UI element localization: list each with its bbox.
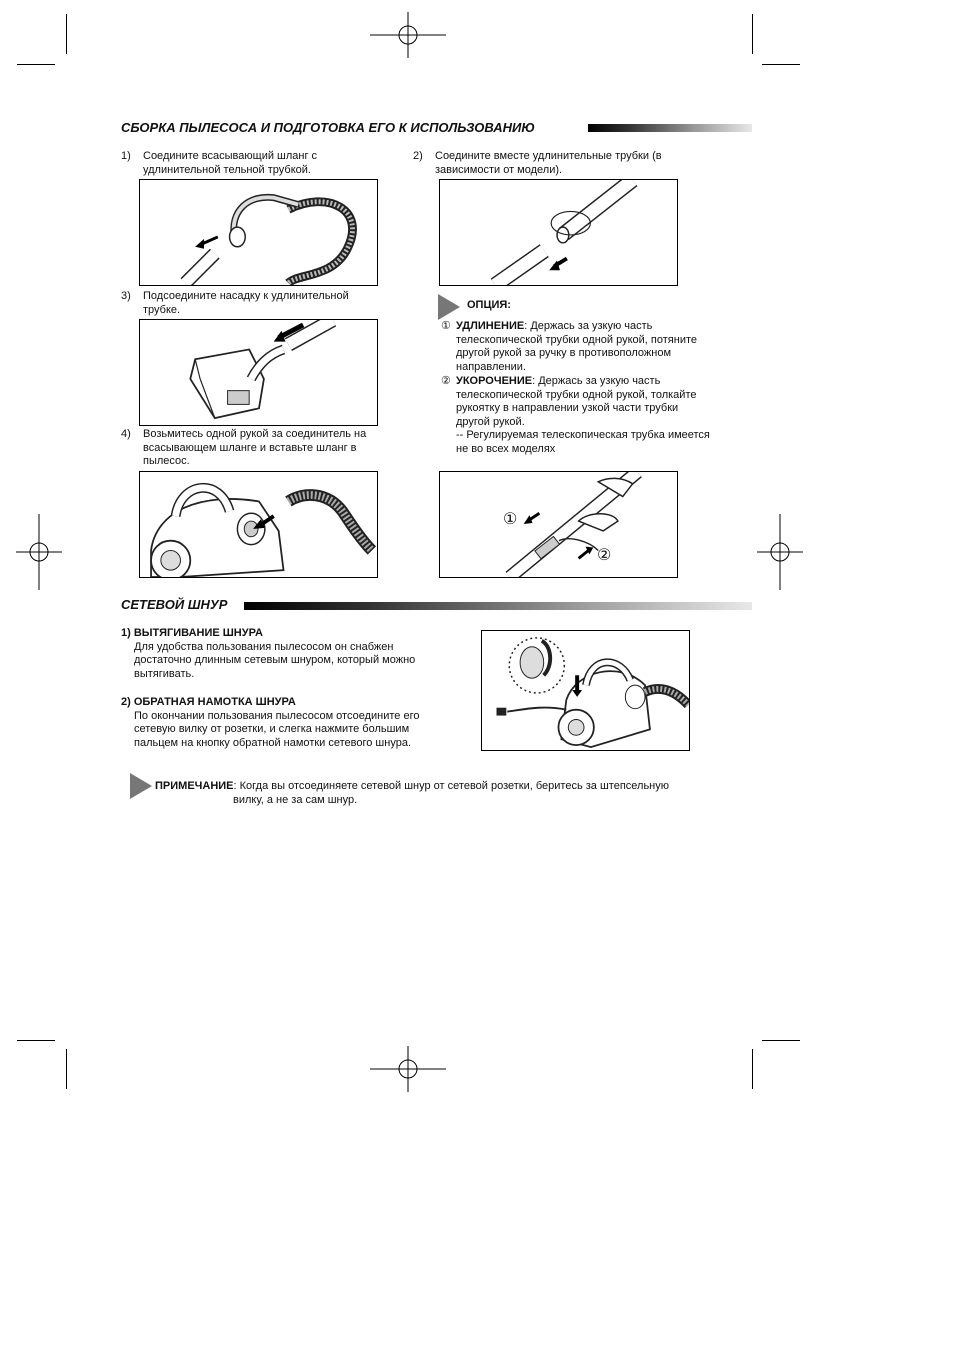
section-bar-assembly [588, 124, 752, 132]
step-number: 1) [121, 150, 131, 162]
note-arrow-icon [130, 773, 152, 799]
note [155, 780, 669, 807]
step-text-line: Возьмитесь одной рукой за соединитель на [143, 428, 367, 440]
cord-text-line: вытягивать. [134, 667, 195, 680]
section-title-assembly: СБОРКА ПЫЛЕСОСА И ПОДГОТОВКА ЕГО К ИСПОЛЬЗОВАНИЮ [121, 120, 535, 135]
registration-mark-bottom [370, 1046, 446, 1092]
step-number: 2) [413, 150, 423, 162]
step-text-line: Соедините всасывающий шланг с [143, 150, 318, 162]
step-text-line: пылесос. [143, 455, 190, 467]
cord-text-line: пальцем на кнопку обратной намотки сетевого шнура. [134, 736, 411, 749]
cord-text-line: сетевую вилку от розетки, и слегка нажмите большим [134, 723, 410, 735]
figure-label-shorten: ② [597, 547, 612, 564]
step-text-line: зависимости от модели). [435, 163, 563, 176]
note-text-line: вилку, а не за сам шнур. [233, 793, 358, 806]
option-text-line: рукоятку в направлении узкой части трубки [456, 402, 679, 414]
step-text-line: удлинительной тельной трубкой. [143, 163, 311, 176]
option-note-line: -- Регулируемая телескопическая трубка имеется [456, 429, 710, 441]
option-term: УДЛИНЕНИЕ [456, 320, 525, 332]
option-marker: ② [441, 375, 451, 387]
figure-label-extend: ① [503, 511, 518, 528]
option-text-line: : Держась за узкую часть [524, 320, 653, 332]
figure-nozzle-to-tube [139, 319, 378, 426]
cord-pull [121, 627, 461, 681]
section-title-power-cord: СЕТЕВОЙ ШНУР [121, 597, 228, 612]
option-text-line: телескопической трубки одной рукой, потяните [456, 333, 698, 346]
step-number: 4) [121, 428, 131, 440]
option-note-line: не во всех моделях [456, 442, 556, 455]
section-bar-power-cord [244, 602, 752, 610]
cord-text-line: Для удобства пользования пылесосом он снабжен [134, 640, 394, 653]
figure-tubes-together [439, 179, 678, 286]
cord-text-line: достаточно длинным сетевым шнуром, который можно [134, 654, 416, 666]
step-text-line: трубке. [143, 303, 181, 316]
step-text-line: Подсоедините насадку к удлинительной [143, 290, 349, 302]
option-item-shorten [441, 375, 751, 456]
cord-rewind-heading: 2) ОБРАТНАЯ НАМОТКА ШНУРА [121, 696, 296, 708]
option-arrow-icon [438, 294, 460, 320]
figure-cord-rewind [481, 630, 690, 751]
option-heading: ОПЦИЯ: [467, 299, 511, 311]
figure-hose-into-vacuum [139, 471, 378, 578]
cord-pull-heading: 1) ВЫТЯГИВАНИЕ ШНУРА [121, 627, 263, 639]
note-text-line: : Когда вы отсоединяете сетевой шнур от сетевой розетки, беритесь за штепсельную [233, 780, 670, 792]
registration-mark-right [757, 514, 803, 590]
option-text-line: телескопической трубки одной рукой, толкайте [456, 388, 697, 401]
option-text-line: другой рукой. [456, 415, 525, 428]
option-term: УКОРОЧЕНИЕ [456, 375, 533, 387]
step-text-line: всасывающем шланге и вставьте шланг в [143, 441, 357, 454]
option-marker: ① [441, 320, 451, 332]
registration-mark-left [16, 514, 62, 590]
registration-mark-top [370, 12, 446, 58]
cord-rewind [121, 696, 461, 750]
figure-hose-to-tube [139, 179, 378, 286]
note-term: ПРИМЕЧАНИЕ [155, 780, 234, 792]
cord-text-line: По окончании пользования пылесосом отсоедините его [134, 709, 420, 722]
option-text-line: направлении. [456, 360, 526, 373]
option-item-extend [441, 320, 751, 374]
step-text-line: Соедините вместе удлинительные трубки (в [435, 150, 662, 162]
step-number: 3) [121, 290, 131, 302]
option-text-line: : Держась за узкую часть [532, 375, 661, 387]
option-text-line: другой рукой за ручку в противоположном [456, 347, 672, 359]
figure-telescopic-tube [439, 471, 678, 578]
